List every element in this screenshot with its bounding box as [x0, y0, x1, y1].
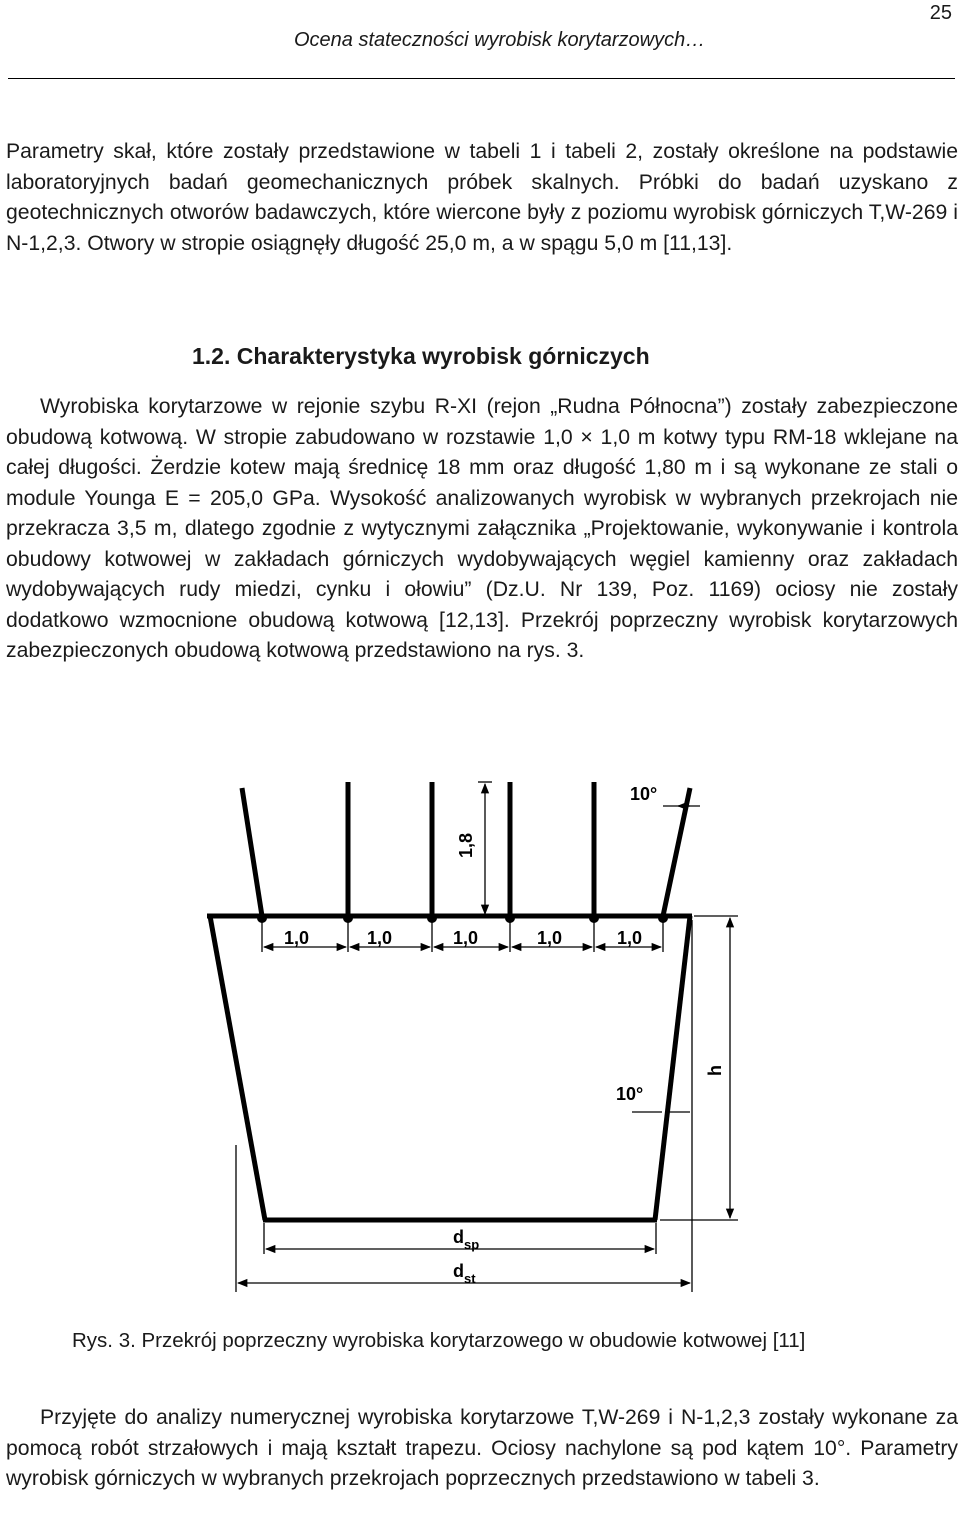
page-number: 25 — [929, 2, 952, 24]
bolt-length-label: 1,8 — [456, 832, 476, 858]
figure-cross-section — [0, 770, 960, 1330]
excavation-outline — [207, 916, 692, 1220]
paragraph-1 — [6, 137, 958, 259]
side-angle-label: 10° — [616, 1084, 644, 1104]
header-rule — [8, 78, 955, 79]
cross-section-diagram — [0, 770, 960, 1330]
spacing-label-5: 1,0 — [617, 928, 643, 948]
section-heading: 1.2. Charakterystyka wyrobisk górniczych — [192, 343, 650, 369]
spacing-label-4: 1,0 — [537, 928, 563, 948]
bolt-length-dimension — [478, 782, 492, 914]
spacing-label-2: 1,0 — [367, 928, 393, 948]
paragraph-3-text: Przyjęte do analizy numerycznej wyrobiska korytarzowe T,W-269 i N-1,2,3 zostały wykonane za pomocą robót strzałowych i mają kształt trapezu. Ociosy nachylone są pod kątem 10°. Parametry wyrobisk górniczych w wybranych przekrojach poprzecznych przedstawiono w tabeli 3. — [6, 1406, 958, 1490]
paragraph-1-text: Parametry skał, które zostały przedstawione w tabeli 1 i tabeli 2, zostały określone na podstawie laboratoryjnych badań geomechanicznych próbek skalnych. Próbki do badań uzyskano z geotechnicznych otworów badawczych, które wiercone były z poziomu wyrobisk górniczych T,W-269 i N-1,2,3. Otwory w stropie osiągnęły długość 25,0 m, a w spągu 5,0 m [11,13]. — [6, 140, 958, 255]
running-header: Ocena stateczności wyrobisk korytarzowych… — [294, 29, 706, 51]
floor-width-label: $d_{sp}$ — [453, 1227, 480, 1252]
top-angle-label: 10° — [630, 784, 658, 804]
spacing-label-1: 1,0 — [284, 928, 310, 948]
paragraph-2-text: Wyrobiska korytarzowe w rejonie szybu R-XI (rejon „Rudna Północna”) zostały zabezpieczone obudową kotwową. W stropie zabudowano w rozstawie 1,0 × 1,0 m kotwy typu RM-18 wklejane na całej długości. Żerdzie kotew mają średnicę 18 mm oraz długość 1,80 m i są wykonane ze stali o module Younga E = 205,0 GPa. Wysokość analizowanych wyrobisk w wybranych przekrojach nie przekracza 3,5 m, dlatego zgodnie z wytycznymi załącznika „Projektowanie, wykonywanie i kontrola obudowy kotwowej w zakładach górniczych wydobywających węgiel kamienny oraz zakładach wydobywających rudy miedzi, cynku i ołowiu” (Dz.U. Nr 139, Poz. 1169) ociosy nie zostały dodatkowo wzmocnione obudową kotwową [12,13]. Przekrój poprzeczny wyrobisk korytarzowych zabezpieczonych obudową kotwową przedstawiono na rys. 3. — [6, 395, 958, 662]
paragraph-3 — [6, 1403, 958, 1495]
spacing-label-3: 1,0 — [453, 928, 479, 948]
paragraph-2 — [6, 392, 958, 667]
figure-caption: Rys. 3. Przekrój poprzeczny wyrobiska korytarzowego w obudowie kotwowej [11] — [72, 1329, 806, 1352]
base-width-label: $d_{st}$ — [453, 1261, 476, 1286]
height-label: h — [705, 1065, 725, 1076]
